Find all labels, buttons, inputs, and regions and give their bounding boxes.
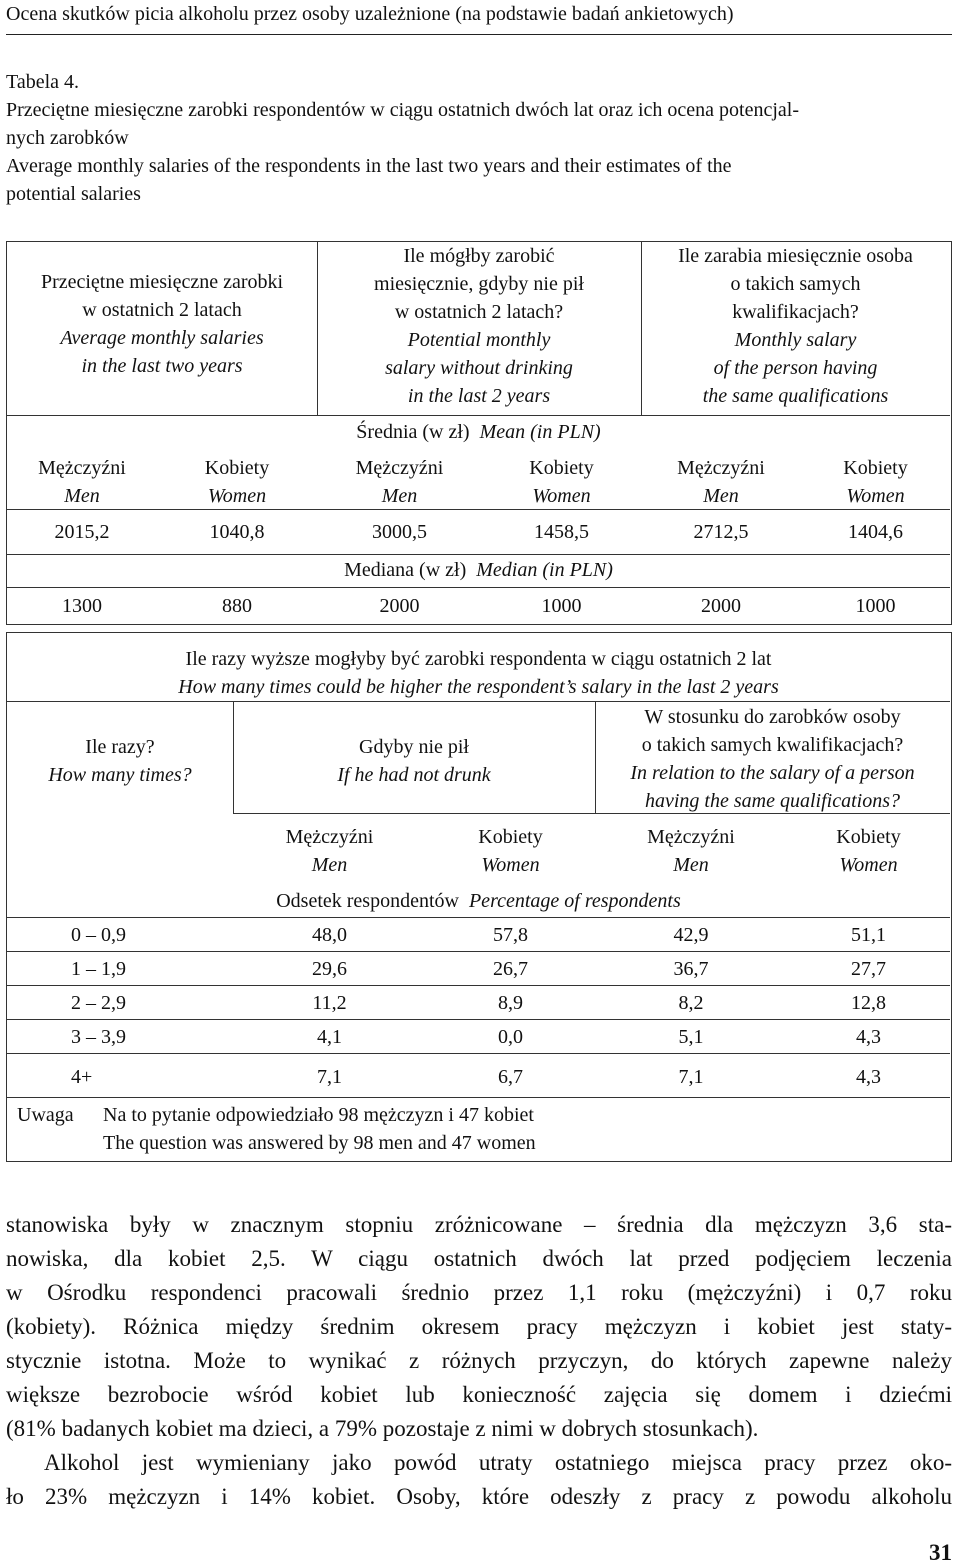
row-label: 2 – 2,9	[71, 992, 126, 1014]
table-caption	[6, 68, 952, 208]
qualifications-header: W stosunku do zarobków osoby o takich samych kwalifikacjach? In relation to the salary of a person having the same qualifications?	[630, 706, 915, 812]
cell-value: 6,7	[498, 1066, 523, 1088]
mean-value: 3000,5	[372, 521, 427, 543]
sex-header-men: Mężczyźni Men	[355, 457, 444, 507]
how-many-times-header: Ile razy? How many times?	[48, 736, 192, 786]
median-value: 2000	[701, 595, 741, 617]
row-label: 1 – 1,9	[71, 958, 126, 980]
cell-value: 48,0	[312, 924, 347, 946]
row-label: 0 – 0,9	[71, 924, 126, 946]
divider	[7, 1097, 950, 1098]
median-value: 1000	[855, 595, 896, 617]
group-header-qualifications: Ile zarabia miesięcznie osoba o takich samych kwalifikacjach? Monthly salary of the person having the same qualifications	[678, 245, 913, 407]
sex-header-women: Kobiety Women	[836, 826, 901, 876]
page-number: 31	[929, 1540, 952, 1565]
group-header-average: Przeciętne miesięczne zarobki w ostatnich 2 latach Average monthly salaries in the last two years	[40, 271, 284, 377]
divider	[7, 1019, 950, 1020]
cell-value: 42,9	[673, 924, 709, 946]
cell-value: 4,1	[317, 1026, 342, 1048]
paragraph: Alkohol jest wymieniany jako powód utraty ostatniego miejsca pracy przez oko- ło 23% mężczyzn i 14% kobiet. Osoby, które odeszły z pracy z powodu alkoholu	[6, 1450, 952, 1509]
cell-value: 29,6	[312, 958, 347, 980]
mean-value: 1040,8	[209, 521, 265, 543]
cell-value: 7,1	[678, 1066, 704, 1088]
caption-pl-line2: nych zarobków	[6, 127, 129, 149]
divider	[7, 917, 950, 918]
sex-header-women: Kobiety Women	[204, 457, 270, 507]
table-label: Tabela 4.	[6, 71, 80, 93]
caption-en-line2: potential salaries	[6, 183, 141, 205]
caption-en-line1: Average monthly salaries of the respondents in the last two years and their estimates of the	[6, 155, 732, 177]
running-title: Ocena skutków picia alkoholu przez osoby uzależnione (na podstawie badań ankietowych)	[6, 3, 734, 25]
sex-header-women: Kobiety Women	[843, 457, 908, 507]
paragraph: stanowiska były w znacznym stopniu zróżnicowane – średnia dla mężczyzn 3,6 sta- nowiska, dla kobiet 2,5. W ciągu ostatnich dwóch lat przed podjęciem leczenia w Ośrodku respondenci pracowali średnio przez 1,1 roku (mężczyźni) i 0,7 roku (kobiety). Różnica między średnim okresem pracy mężczyzn i kobiet jest staty- stycznie istotna. Może to wynikać z różnych przyczyn, do których zapewne należy większe bezrobocie wśród kobiet lub konieczność zajęcia się domem i dziećmi (81% badanych kobiet ma dzieci, a 79% pozostaje z nimi w dobrych stosunkach).	[6, 1212, 952, 1441]
cell-value: 51,1	[851, 924, 886, 946]
table2-title: Ile razy wyższe mogłyby być zarobki respondenta w ciągu ostatnich 2 lat How many times could be higher the respondent’s salary in the last 2 years	[178, 648, 779, 698]
salary-table	[6, 241, 952, 625]
cell-value: 12,8	[851, 992, 886, 1014]
times-higher-table	[6, 632, 952, 1162]
note-label: Uwaga	[17, 1104, 74, 1126]
sex-header-women: Kobiety Women	[529, 457, 594, 507]
cell-value: 36,7	[673, 958, 709, 980]
row-label: 4+	[71, 1066, 93, 1088]
mean-value: 2015,2	[54, 521, 110, 543]
mean-value: 2712,5	[693, 521, 749, 543]
percentage-label: Odsetek respondentów Percentage of respondents	[276, 890, 681, 912]
cell-value: 5,1	[678, 1026, 704, 1048]
median-label: Mediana (w zł) Median (in PLN)	[344, 559, 613, 581]
cell-value: 27,7	[851, 958, 886, 980]
sex-header-men: Mężczyźni Men	[38, 457, 126, 507]
if-not-drunk-header: Gdyby nie pił If he had not drunk	[337, 736, 491, 786]
cell-value: 57,8	[493, 924, 528, 946]
cell-value: 7,1	[317, 1066, 342, 1088]
group-header-potential: Ile mógłby zarobić miesięcznie, gdyby nie pił w ostatnich 2 latach? Potential monthly salary without drinking in the last 2 years	[374, 245, 584, 407]
body-text	[6, 1208, 952, 1514]
running-header	[6, 0, 952, 35]
divider	[7, 415, 950, 416]
cell-value: 8,2	[678, 992, 704, 1014]
cell-value: 26,7	[493, 958, 528, 980]
note-text: Na to pytanie odpowiedziało 98 mężczyzn i 47 kobiet The question was answered by 98 men and 47 women	[103, 1104, 536, 1154]
cell-value: 8,9	[498, 992, 523, 1014]
row-label: 3 – 3,9	[71, 1026, 126, 1048]
median-value: 1000	[541, 595, 582, 617]
divider	[7, 951, 950, 952]
cell-value: 4,3	[856, 1026, 881, 1048]
divider	[7, 554, 950, 555]
sex-header-women: Kobiety Women	[478, 826, 543, 876]
cell-value: 0,0	[498, 1026, 523, 1048]
caption-pl-line1: Przeciętne miesięczne zarobki respondentów w ciągu ostatnich dwóch lat oraz ich ocena potencjal-	[6, 99, 799, 121]
mean-value: 1404,6	[848, 521, 903, 543]
divider	[7, 701, 950, 702]
sex-header-men: Mężczyźni Men	[647, 826, 735, 876]
divider	[7, 985, 950, 986]
median-value: 880	[222, 595, 252, 617]
cell-value: 11,2	[312, 992, 347, 1014]
mean-label: Średnia (w zł) Mean (in PLN)	[356, 421, 601, 443]
sex-header-men: Mężczyźni Men	[285, 826, 374, 876]
mean-value: 1458,5	[534, 521, 589, 543]
divider	[7, 1053, 950, 1054]
median-value: 2000	[379, 595, 420, 617]
sex-header-men: Mężczyźni Men	[677, 457, 765, 507]
divider	[7, 587, 950, 588]
cell-value: 4,3	[856, 1066, 881, 1088]
median-value: 1300	[62, 595, 102, 617]
